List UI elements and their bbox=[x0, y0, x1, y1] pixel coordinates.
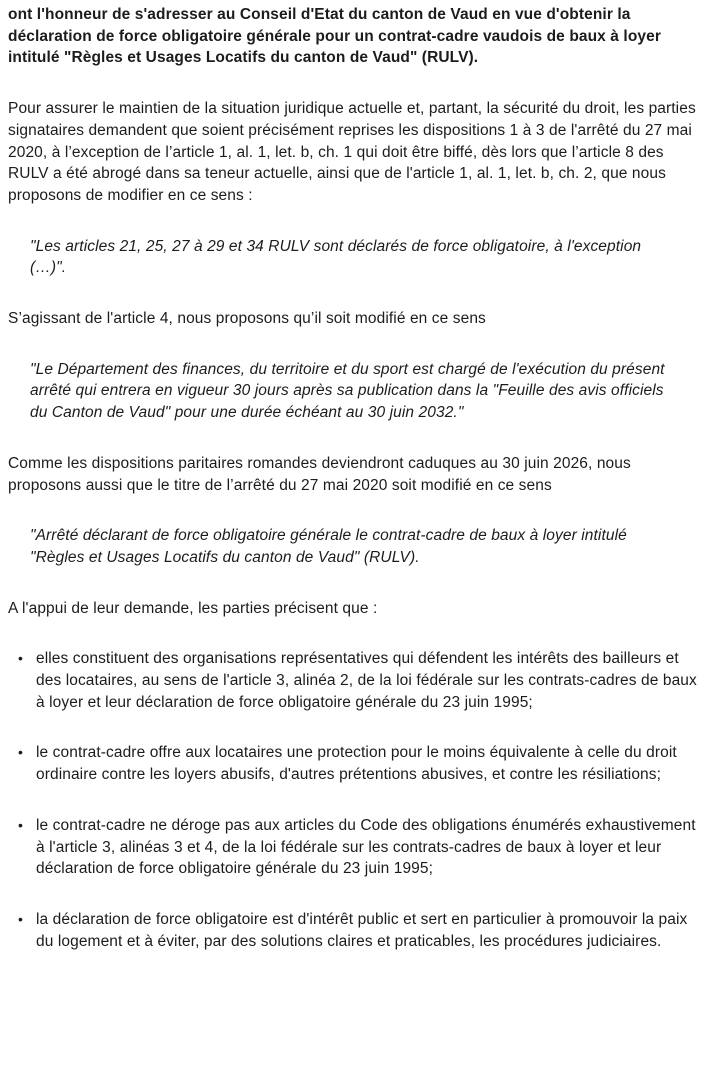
bullet-dot-icon: • bbox=[18, 744, 24, 761]
quote-titre-arrete: "Arrêté déclarant de force obligatoire générale le contrat-cadre de baux à loyer intitulé "Règles et Usages Locatifs du canton de Vaud" (RULV). bbox=[30, 527, 627, 566]
bullet-text: la déclaration de force obligatoire est d'intérêt public et sert en particulier à promouvoir la paix du logement et à éviter, par des solutions claires et praticables, les procédures judiciaires. bbox=[36, 910, 688, 950]
paragraph-appui-demande: A l'appui de leur demande, les parties précisent que : bbox=[8, 599, 378, 617]
bullet-dot-icon: • bbox=[18, 650, 24, 667]
paragraph-dispositions: Pour assurer le maintien de la situation juridique actuelle et, partant, la sécurité du droit, les parties signataires demandent que soient précisément reprises les dispositions 1 à 3 de l'arrêté du 27 mai 2020, à l’exception de l’article 1, al. 1, let. b, ch. 1 qui doit être biffé, dès lors que l’article 8 des RULV a été abrogé dans sa teneur actuelle, ainsi que de l'article 1, al. 1, let. b, ch. 2, que nous proposons de modifier en ce sens : bbox=[8, 100, 696, 204]
bullet-dot-icon: • bbox=[18, 816, 24, 833]
bullet-item-organisations bbox=[8, 648, 707, 713]
bullet-item-interet-public bbox=[8, 909, 707, 952]
bullet-text: le contrat-cadre ne déroge pas aux articles du Code des obligations énumérés exhaustivement à l'article 3, alinéas 3 et 4, de la loi fédérale sur les contrats-cadres de baux à loyer et leur déclaration de force obligatoire générale du 23 juin 1995; bbox=[36, 816, 696, 878]
bullet-text: le contrat-cadre offre aux locataires une protection pour le moins équivalente à celle du droit ordinaire contre les loyers abusifs, d'autres prétentions abusives, et contre les résiliations; bbox=[36, 744, 677, 784]
quote-articles-declares: "Les articles 21, 25, 27 à 29 et 34 RULV sont déclarés de force obligatoire, à l'exception (…)". bbox=[30, 237, 642, 277]
bullet-item-protection bbox=[8, 742, 707, 785]
bullet-dot-icon: • bbox=[18, 910, 24, 927]
bullet-list bbox=[8, 648, 707, 952]
bullet-item-code-obligations bbox=[8, 815, 707, 880]
paragraph-dispositions-paritaires: Comme les dispositions paritaires romandes deviendront caduques au 30 juin 2026, nous proposons aussi que le titre de l’arrêté du 27 mai 2020 soit modifié en ce sens bbox=[8, 454, 631, 494]
quote-departement-finances: "Le Département des finances, du territoire et du sport est chargé de l'exécution du présent arrêté qui entrera en vigueur 30 jours après sa publication dans la "Feuille des avis officiels du Canton de Vaud" pour une durée échéant au 30 juin 2032." bbox=[30, 360, 665, 422]
bullet-text: elles constituent des organisations représentatives qui défendent les intérêts des bailleurs et des locataires, au sens de l'article 3, alinéa 2, de la loi fédérale sur les contrats-cadres de baux à loyer et leur déclaration de force obligatoire générale du 23 juin 1995; bbox=[36, 650, 697, 711]
paragraph-article-4: S’agissant de l'article 4, nous proposons qu’il soit modifié en ce sens bbox=[8, 310, 486, 328]
paragraph-opening: ont l'honneur de s'adresser au Conseil d'Etat du canton de Vaud en vue d'obtenir la déclaration de force obligatoire générale pour un contrat-cadre vaudois de baux à loyer intitulé "Règles et Usages Locatifs du canton de Vaud" (RULV). bbox=[8, 6, 661, 67]
